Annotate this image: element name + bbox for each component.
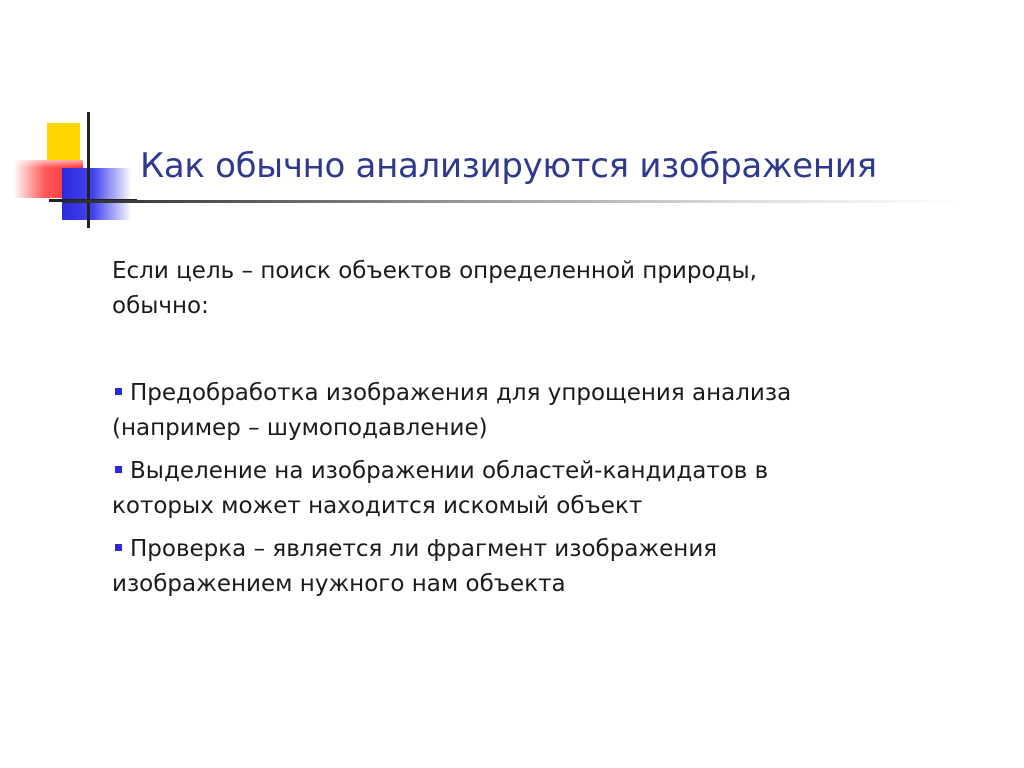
bullet-item [112,376,912,446]
bullet-line-2: которых может находится искомый объект [112,493,643,519]
slide-body [112,254,912,610]
color-blocks-logo-icon [0,0,140,240]
intro-paragraph [112,254,912,324]
blue-square [62,168,132,220]
slide-title: Как обычно анализируются изображения [140,146,877,186]
bullet-line-2: (например – шумоподавление) [112,415,488,441]
intro-line-2: обычно: [112,293,209,319]
square-bullet-icon [115,544,122,551]
bullet-line-1: Выделение на изображении областей-кандидатов в [130,458,769,484]
bullet-line-2: изображением нужного нам объекта [112,571,566,597]
square-bullet-icon [115,388,122,395]
bullet-item [112,454,912,524]
title-underline [63,200,963,203]
intro-line-1: Если цель – поиск объектов определенной природы, [112,258,757,284]
vertical-line [87,112,90,228]
bullet-item [112,532,912,602]
square-bullet-icon [115,466,122,473]
red-square-highlight [13,160,83,168]
bullet-line-1: Проверка – является ли фрагмент изображения [130,536,718,562]
bullet-line-1: Предобработка изображения для упрощения анализа [130,380,792,406]
